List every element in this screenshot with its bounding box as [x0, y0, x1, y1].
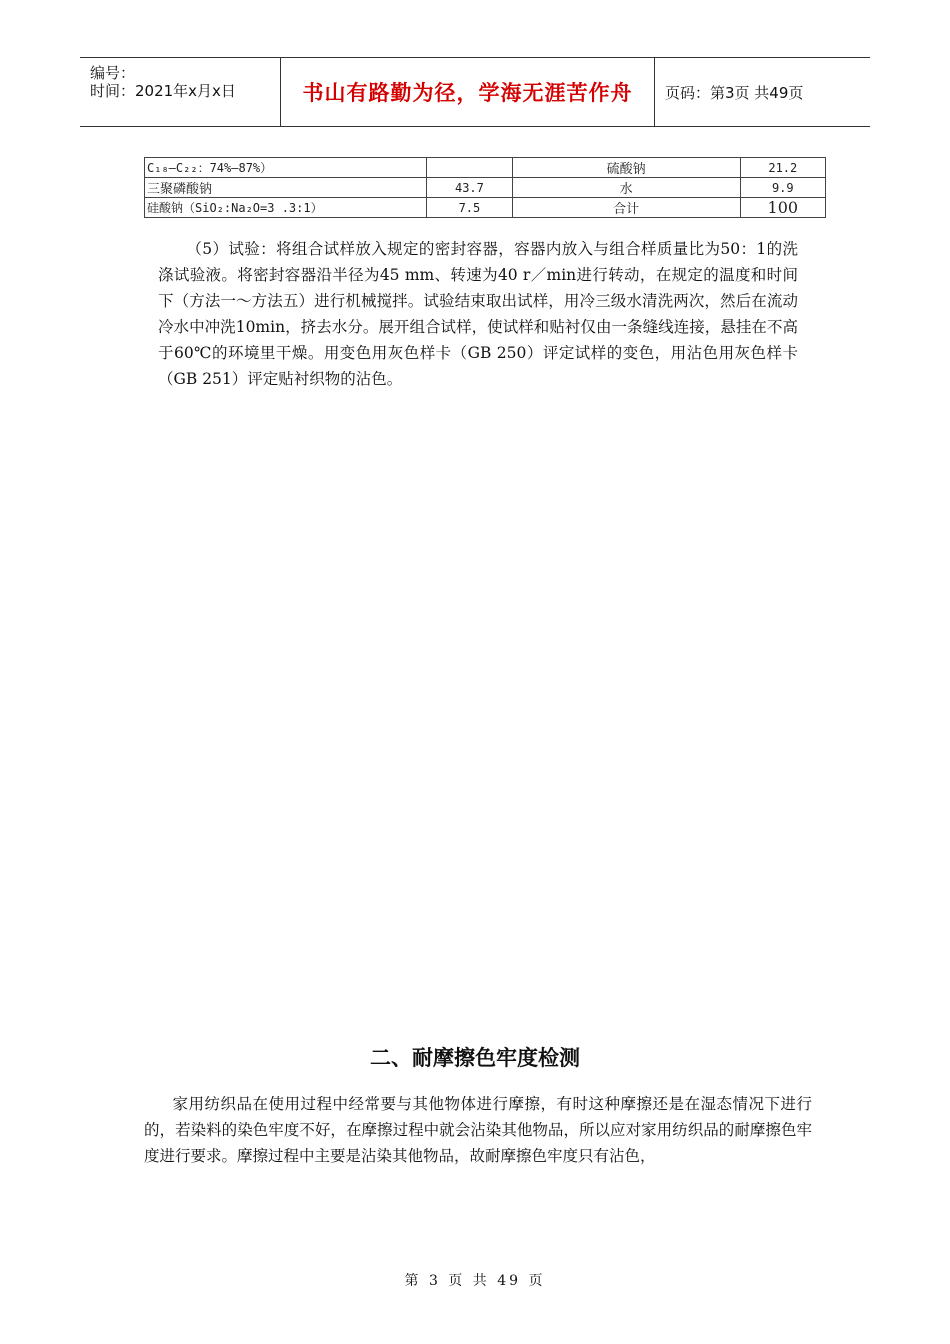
paragraph-test-procedure: [158, 236, 798, 392]
header-motto-cell: [281, 58, 655, 126]
table-cell: 硫酸钠: [512, 158, 740, 178]
time-label: 时间：2021年x月x日: [90, 82, 236, 100]
composition-table: [144, 157, 826, 218]
header-page-cell: [655, 58, 870, 126]
table-cell: 9.9: [740, 178, 825, 198]
table-cell: 21.2: [740, 158, 825, 178]
paragraph-rubbing-fastness: [144, 1091, 812, 1169]
table-cell: 7.5: [427, 198, 512, 218]
header-meta-cell: [80, 58, 281, 126]
code-label: 编号：: [90, 64, 136, 82]
table-cell: [427, 158, 512, 178]
table-cell: 43.7: [427, 178, 512, 198]
document-header: [80, 57, 870, 127]
table-cell: C₁₈—C₂₂：74%—87%）: [145, 158, 427, 178]
page-footer: 第 3 页 共 49 页: [404, 1273, 546, 1289]
motto-text: 书山有路勤为径，学海无涯苦作舟: [302, 81, 633, 105]
table-row: [145, 158, 826, 178]
table-row: [145, 198, 826, 218]
table-cell: 合计: [512, 198, 740, 218]
section-heading: 二、耐摩擦色牢度检测: [370, 1046, 580, 1070]
table-cell: 水: [512, 178, 740, 198]
paragraph-text: （5）试验：将组合试样放入规定的密封容器，容器内放入与组合样质量比为50：1的洗涤试验液。将密封容器沿半径为45 mm、转速为40 r／min进行转动，在规定的温度和时间下（方法一～方法五）进行机械搅拌。试验结束取出试样，用冷三级水清洗两次，然后在流动冷水中冲洗10min，挤去水分。展开组合试样，使试样和贴衬仅由一条缝线连接，悬挂在不高于60℃的环境里干燥。用变色用灰色样卡（GB 250）评定试样的变色，用沾色用灰色样卡（GB 251）评定贴衬织物的沾色。: [158, 240, 798, 388]
table-cell: 100: [740, 198, 825, 218]
table-row: [145, 178, 826, 198]
paragraph-text: 家用纺织品在使用过程中经常要与其他物体进行摩擦，有时这种摩擦还是在湿态情况下进行的，若染料的染色牢度不好，在摩擦过程中就会沾染其他物品，所以应对家用纺织品的耐摩擦色牢度进行要求。摩擦过程中主要是沾染其他物品，故耐摩擦色牢度只有沾色，: [144, 1095, 812, 1165]
page-info: 页码：第3页 共49页: [665, 83, 804, 102]
table-cell: 硅酸钠（SiO₂:Na₂O=3 .3:1）: [145, 198, 427, 218]
table-cell: 三聚磷酸钠: [145, 178, 427, 198]
